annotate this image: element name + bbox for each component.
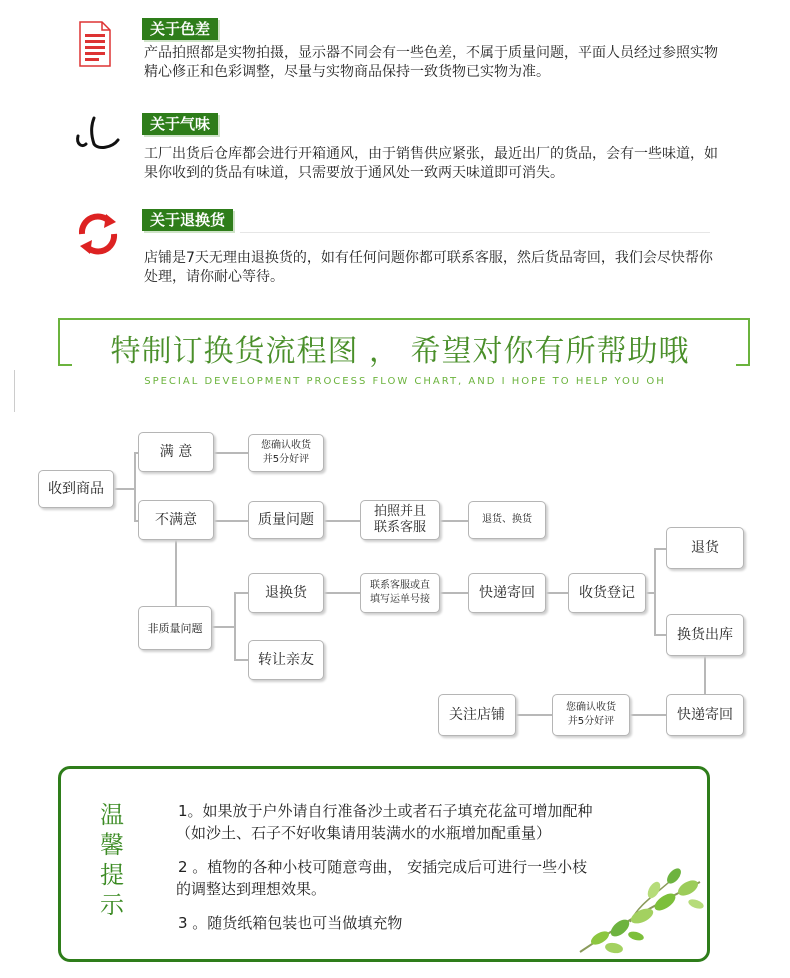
- connector: [214, 452, 248, 454]
- connector: [324, 592, 360, 594]
- connector: [630, 714, 666, 716]
- connector: [516, 714, 552, 716]
- flow-node-return-exchange: 退货、换货: [468, 501, 546, 539]
- tip-item-3: 3 。随货纸箱包装也可当做填充物: [178, 914, 403, 932]
- flow-node-non-quality: 非质量问题: [138, 606, 212, 650]
- title-bracket-right: [736, 318, 750, 366]
- tips-side-char: 馨: [100, 831, 124, 859]
- flow-node-transfer-friend: 转让亲友: [248, 640, 324, 680]
- tip-item-1: 1。如果放于户外请自行准备沙土或者石子填充花盆可增加配种: [178, 802, 593, 820]
- tip-item-2-cont: 的调整达到理想效果。: [176, 880, 327, 898]
- flow-node-express-send: 快递寄回: [666, 694, 744, 736]
- section-divider: [240, 232, 710, 233]
- flow-node-return-goods: 退货: [666, 527, 744, 569]
- flow-node-unsatisfied: 不满意: [138, 500, 214, 540]
- connector: [234, 659, 248, 661]
- flow-node-satisfied: 满 意: [138, 432, 214, 472]
- connector: [175, 540, 177, 606]
- section-text-odor: 工厂出货后仓库都会进行开箱通风，由于销售供应紧张，最近出厂的货品，会有一些味道，如果你收到的货品有味道，只需要放于通风处一致两天味道即可消失。: [144, 146, 718, 181]
- connector: [654, 634, 666, 636]
- section-title-return: 关于退换货: [142, 209, 233, 231]
- flow-node-express-return: 快递寄回: [468, 573, 546, 613]
- flow-node-follow-store: 关注店铺: [438, 694, 516, 736]
- connector: [114, 488, 134, 490]
- flow-node-receipt-register: 收货登记: [568, 573, 646, 613]
- flow-node-return-exchange-goods: 退换货: [248, 573, 324, 613]
- refresh-arrows-icon: [72, 208, 124, 260]
- flow-node-quality-issue: 质量问题: [248, 501, 324, 539]
- connector: [440, 592, 468, 594]
- tips-side-label: [94, 800, 130, 920]
- tip-item-2: 2 。植物的各种小枝可随意弯曲， 安插完成后可进行一些小枝: [178, 858, 588, 876]
- section-title-odor: 关于气味: [142, 113, 218, 135]
- leaves-decoration-icon: [570, 862, 710, 962]
- flow-node-contact-fill: 联系客服或直 填写运单号接: [360, 573, 440, 613]
- section-title-color: 关于色差: [142, 18, 218, 40]
- left-edge-mark: [14, 370, 15, 412]
- tips-side-char: 提: [100, 861, 124, 889]
- title-top-rule: [70, 318, 736, 320]
- connector: [654, 548, 656, 636]
- connector: [704, 655, 706, 695]
- connector: [440, 520, 468, 522]
- flow-chart-title: 特制订换货流程图 ， 希望对你有所帮助哦: [110, 334, 690, 369]
- connector: [134, 452, 136, 522]
- connector: [646, 592, 654, 594]
- connector: [546, 592, 568, 594]
- connector: [234, 592, 236, 660]
- flow-node-exchange-out: 换货出库: [666, 614, 744, 656]
- connector: [234, 592, 248, 594]
- connector: [324, 520, 360, 522]
- flow-chart-subtitle: SPECIAL DEVELOPMENT PROCESS FLOW CHART, AND I HOPE TO HELP YOU OH: [144, 376, 666, 387]
- flow-node-received: 收到商品: [38, 470, 114, 508]
- tips-side-char: 示: [100, 891, 124, 919]
- connector: [654, 548, 666, 550]
- odor-icon: [74, 114, 122, 154]
- document-icon: [78, 20, 112, 68]
- tip-item-1-note: （如沙土、石子不好收集请用装满水的水瓶增加配重量）: [176, 824, 552, 842]
- connector: [214, 520, 248, 522]
- section-text-color: 产品拍照都是实物拍摄，显示器不同会有一些色差，不属于质量问题，平面人员经过参照实物精心修正和色彩调整，尽量与实物商品保持一致货物已实物为准。: [144, 45, 718, 80]
- flow-node-confirm-review-2: 您确认收货 并5分好评: [552, 694, 630, 736]
- connector: [212, 626, 234, 628]
- flow-node-photo-contact: 拍照并且 联系客服: [360, 500, 440, 540]
- tips-side-char: 温: [100, 801, 124, 829]
- flow-node-confirm-review: 您确认收货 并5分好评: [248, 434, 324, 472]
- section-text-return: 店铺是7天无理由退换货的，如有任何问题你都可联系客服，然后货品寄回，我们会尽快帮你处理，请你耐心等待。: [144, 250, 713, 285]
